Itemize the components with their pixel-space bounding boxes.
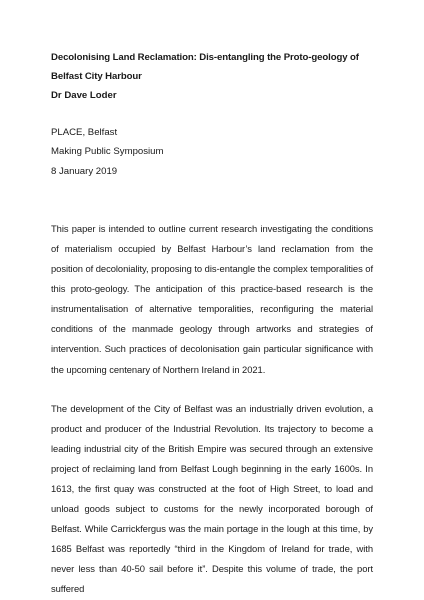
paragraph-abstract: This paper is intended to outline current research investigating the conditions of materialism occupied by Belfast Harbour’s land reclamation from the position of decoloniality, proposing to dis-entangle the complex temporalities of this proto-geology. The anticipation of this practice-based research is the instrumentalisation of alternative temporalities, reconfiguring the material conditions of the manmade geology through artworks and strategies of intervention. Such practices of decolonisation gain particular significance with the upcoming centenary of Northern Ireland in 2021. [51,222,374,375]
document-body [51,48,373,600]
document-title: Decolonising Land Reclamation: Dis-entangling the Proto-geology of Belfast City Harbour [51,52,359,82]
paragraph-history: The development of the City of Belfast was an industrially driven evolution, a product and producer of the Industrial Revolution. Its trajectory to become a leading industrial city of the British Empire was secured through an extensive project of reclaiming land from Belfast Lough beginning in the early 1600s. In 1613, the first quay was constructed at the foot of High Street, to load and unload goods subject to customs for the newly incorporated borough of Belfast. While Carrickfergus was the main portage in the lough at this time, by 1685 Belfast was reportedly “third in the Kingdom of Ireland for trade, with never less than 40-50 sail before it”. Despite this volume of trade, the port suffered [51,402,373,595]
venue-line: PLACE, Belfast [51,127,118,138]
event-line: Making Public Symposium [51,146,164,158]
date-line: 8 January 2019 [51,165,118,177]
document-author: Dr Dave Loder [51,90,117,101]
document-meta [51,123,373,181]
